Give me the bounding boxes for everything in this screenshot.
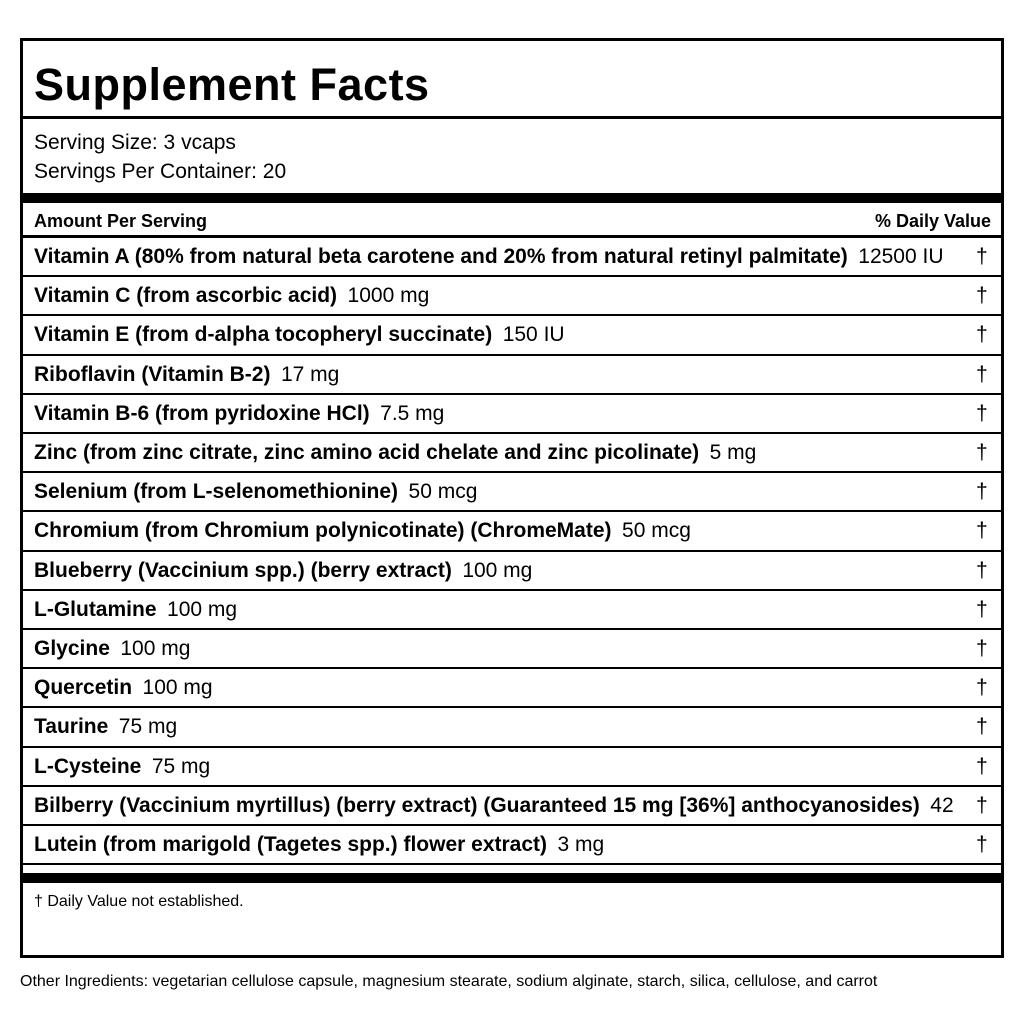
daily-value-header: % Daily Value bbox=[874, 211, 991, 231]
footnote: † Daily Value not established. bbox=[34, 893, 244, 910]
ingredient-name: Taurine bbox=[34, 715, 109, 739]
ingredient-amount: 5 mg bbox=[709, 441, 757, 464]
ingredient-text bbox=[34, 794, 954, 818]
ingredient-name: L-Cysteine bbox=[34, 754, 142, 778]
ingredient-amount: 100 mg bbox=[142, 676, 213, 700]
ingredient-amount: 50 mcg bbox=[408, 480, 478, 504]
ingredient-text bbox=[34, 715, 177, 739]
daily-value-dagger: † bbox=[976, 401, 988, 425]
ingredient-row bbox=[23, 473, 1001, 512]
ingredient-text bbox=[34, 559, 532, 583]
ingredient-row bbox=[23, 395, 1001, 434]
ingredient-name: Blueberry (Vaccinium spp.) (berry extract) bbox=[34, 558, 452, 582]
ingredient-name: Vitamin A (80% from natural beta carotene and 20% from natural retinyl palmitate) bbox=[34, 245, 848, 268]
daily-value-dagger: † bbox=[976, 676, 988, 700]
ingredient-name: Quercetin bbox=[34, 676, 133, 700]
amount-per-serving-header: Amount Per Serving bbox=[34, 211, 208, 231]
ingredient-amount: 7.5 mg bbox=[380, 401, 445, 425]
ingredient-text bbox=[34, 480, 477, 504]
ingredient-text bbox=[34, 676, 213, 700]
daily-value-dagger: † bbox=[976, 284, 988, 308]
ingredient-amount: 150 IU bbox=[502, 323, 565, 347]
ingredient-row bbox=[23, 434, 1001, 473]
ingredient-row bbox=[23, 669, 1001, 708]
thick-divider-top bbox=[23, 193, 1001, 203]
ingredient-text bbox=[34, 755, 210, 779]
ingredient-row bbox=[23, 316, 1001, 355]
ingredient-text bbox=[34, 637, 190, 661]
daily-value-dagger: † bbox=[976, 519, 988, 543]
ingredient-amount: 1000 mg bbox=[347, 284, 430, 308]
ingredient-row bbox=[23, 748, 1001, 787]
ingredient-row bbox=[23, 591, 1001, 630]
daily-value-dagger: † bbox=[976, 558, 988, 582]
ingredient-text bbox=[34, 245, 944, 269]
ingredient-text bbox=[34, 363, 339, 387]
ingredient-amount: 42 bbox=[930, 793, 954, 817]
daily-value-dagger: † bbox=[976, 441, 988, 464]
daily-value-dagger: † bbox=[976, 362, 988, 386]
ingredient-row bbox=[23, 826, 1001, 865]
ingredient-amount: 100 mg bbox=[462, 558, 533, 582]
ingredient-amount: 75 mg bbox=[151, 754, 211, 778]
ingredient-name: L-Glutamine bbox=[34, 597, 157, 621]
ingredient-amount: 100 mg bbox=[120, 637, 191, 660]
ingredient-amount: 50 mcg bbox=[622, 519, 691, 543]
ingredient-text bbox=[34, 323, 565, 347]
ingredient-name: Riboflavin (Vitamin B-2) bbox=[34, 362, 271, 386]
ingredient-amount: 3 mg bbox=[557, 833, 605, 856]
ingredient-row bbox=[23, 277, 1001, 316]
ingredient-row bbox=[23, 356, 1001, 395]
ingredient-row bbox=[23, 708, 1001, 747]
ingredient-row bbox=[23, 630, 1001, 669]
ingredient-text bbox=[34, 833, 604, 857]
ingredient-text bbox=[34, 441, 756, 465]
title-divider bbox=[23, 116, 1001, 119]
ingredient-amount: 17 mg bbox=[280, 362, 340, 386]
daily-value-dagger: † bbox=[976, 754, 988, 778]
supplement-facts-panel bbox=[20, 38, 1004, 958]
other-ingredients: Other Ingredients: vegetarian cellulose capsule, magnesium stearate, sodium alginate, starch, silica, cellulose, and carrot bbox=[20, 973, 878, 990]
ingredient-name: Bilberry (Vaccinium myrtillus) (berry extract) (Guaranteed 15 mg [36%] anthocyanosides) bbox=[34, 793, 920, 817]
daily-value-dagger: † bbox=[976, 637, 988, 660]
ingredient-name: Vitamin E (from d-alpha tocopheryl succinate) bbox=[34, 323, 493, 347]
ingredient-text bbox=[34, 519, 691, 543]
daily-value-dagger: † bbox=[976, 793, 988, 817]
ingredient-name: Lutein (from marigold (Tagetes spp.) flower extract) bbox=[34, 833, 548, 856]
ingredient-row bbox=[23, 787, 1001, 826]
daily-value-dagger: † bbox=[976, 715, 988, 739]
ingredient-row bbox=[23, 512, 1001, 551]
serving-size: Serving Size: 3 vcaps bbox=[34, 131, 236, 154]
ingredient-name: Selenium (from L-selenomethionine) bbox=[34, 480, 399, 504]
ingredient-name: Zinc (from zinc citrate, zinc amino acid chelate and zinc picolinate) bbox=[34, 441, 700, 464]
daily-value-dagger: † bbox=[976, 833, 988, 856]
ingredient-name: Chromium (from Chromium polynicotinate) (ChromeMate) bbox=[34, 519, 612, 543]
ingredient-text bbox=[34, 598, 237, 622]
thick-divider-bottom bbox=[23, 873, 1001, 883]
panel-title: Supplement Facts bbox=[34, 59, 430, 110]
daily-value-dagger: † bbox=[976, 597, 988, 621]
ingredient-amount: 100 mg bbox=[167, 597, 238, 621]
daily-value-dagger: † bbox=[976, 480, 988, 504]
servings-per-container: Servings Per Container: 20 bbox=[34, 160, 287, 183]
ingredient-amount: 75 mg bbox=[118, 715, 178, 739]
ingredient-row bbox=[23, 552, 1001, 591]
ingredient-amount: 12500 IU bbox=[858, 245, 944, 268]
daily-value-dagger: † bbox=[976, 245, 988, 268]
ingredient-name: Glycine bbox=[34, 637, 110, 660]
daily-value-dagger: † bbox=[976, 323, 988, 347]
ingredient-name: Vitamin B-6 (from pyridoxine HCl) bbox=[34, 401, 370, 425]
ingredient-text bbox=[34, 284, 429, 308]
ingredient-row bbox=[23, 238, 1001, 277]
ingredient-name: Vitamin C (from ascorbic acid) bbox=[34, 284, 338, 308]
ingredient-text bbox=[34, 402, 444, 426]
